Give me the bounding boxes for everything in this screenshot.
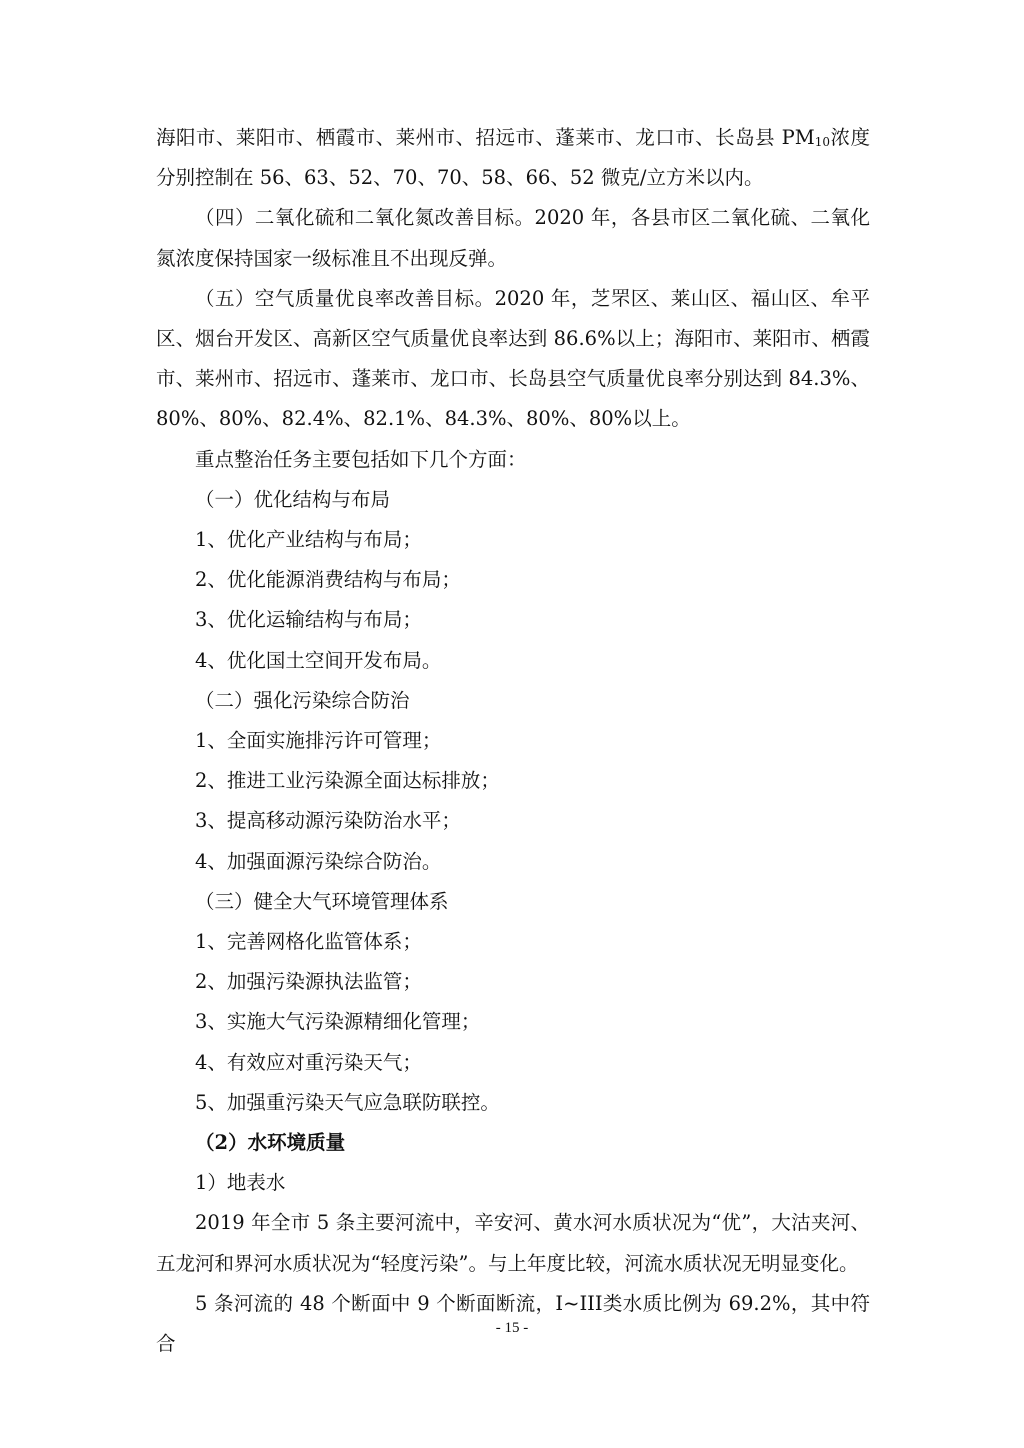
- section2-heading: （二）强化污染综合防治: [195, 688, 410, 712]
- list-item: 1、优化产业结构与布局；: [195, 528, 422, 552]
- water-quality-heading: （2）水环境质量: [195, 1131, 346, 1155]
- paragraph-pm10-targets: [156, 118, 870, 198]
- list-item: 5、加强重污染天气应急联防联控。: [195, 1090, 500, 1114]
- list-item: 4、优化国土空间开发布局。: [195, 648, 442, 672]
- list-item: 3、优化运输结构与布局；: [195, 608, 422, 632]
- list-item: 2、加强污染源执法监管；: [195, 970, 422, 994]
- list-item: 2、优化能源消费结构与布局；: [195, 568, 461, 592]
- body-text: [156, 118, 870, 1364]
- surface-water-heading: 1）地表水: [195, 1171, 286, 1195]
- list-item: 3、提高移动源污染防治水平；: [195, 809, 461, 833]
- list-item: 1、全面实施排污许可管理；: [195, 729, 442, 753]
- list-item: 4、加强面源污染综合防治。: [195, 849, 442, 873]
- tasks-intro: 重点整治任务主要包括如下几个方面：: [195, 447, 527, 471]
- list-item: 2、推进工业污染源全面达标排放；: [195, 769, 500, 793]
- pm10-subscript: 10: [814, 135, 831, 149]
- section1-heading: （一）优化结构与布局: [195, 487, 391, 511]
- pm10-text-after: 浓度分别控制在 56、63、52、70、70、58、66、52 微克/立方米以内。: [156, 126, 870, 190]
- list-item: 1、完善网格化监管体系；: [195, 930, 422, 954]
- paragraph-air-quality-rate: （五）空气质量优良率改善目标。2020 年，芝罘区、莱山区、福山区、牟平区、烟台开发区、高新区空气质量优良率达到 86.6%以上；海阳市、莱阳市、栖霞市、莱州市、招远市、蓬莱市、龙口市、长岛县空气质量优良率分别达到 84.3%、80%、80%、82.4%、82.1%、84.3%、80%、80%以上。: [156, 286, 870, 431]
- list-item: 3、实施大气污染源精细化管理；: [195, 1010, 481, 1034]
- paragraph-so2-no2-targets: （四）二氧化硫和二氧化氮改善目标。2020 年，各县市区二氧化硫、二氧化氮浓度保持国家一级标准且不出现反弹。: [156, 206, 870, 270]
- paragraph-rivers: 2019 年全市 5 条主要河流中，辛安河、黄水河水质状况为“优”，大沽夹河、五龙河和界河水质状况为“轻度污染”。与上年度比较，河流水质状况无明显变化。: [156, 1211, 870, 1275]
- section3-heading: （三）健全大气环境管理体系: [195, 889, 449, 913]
- list-item: 4、有效应对重污染天气；: [195, 1050, 422, 1074]
- pm10-text-before: 海阳市、莱阳市、栖霞市、莱州市、招远市、蓬莱市、龙口市、长岛县 PM: [156, 126, 815, 149]
- paragraph-sections: 5 条河流的 48 个断面中 9 个断面断流，I~III类水质比例为 69.2%，其中符合: [156, 1291, 870, 1356]
- page-number: - 15 -: [495, 1320, 529, 1336]
